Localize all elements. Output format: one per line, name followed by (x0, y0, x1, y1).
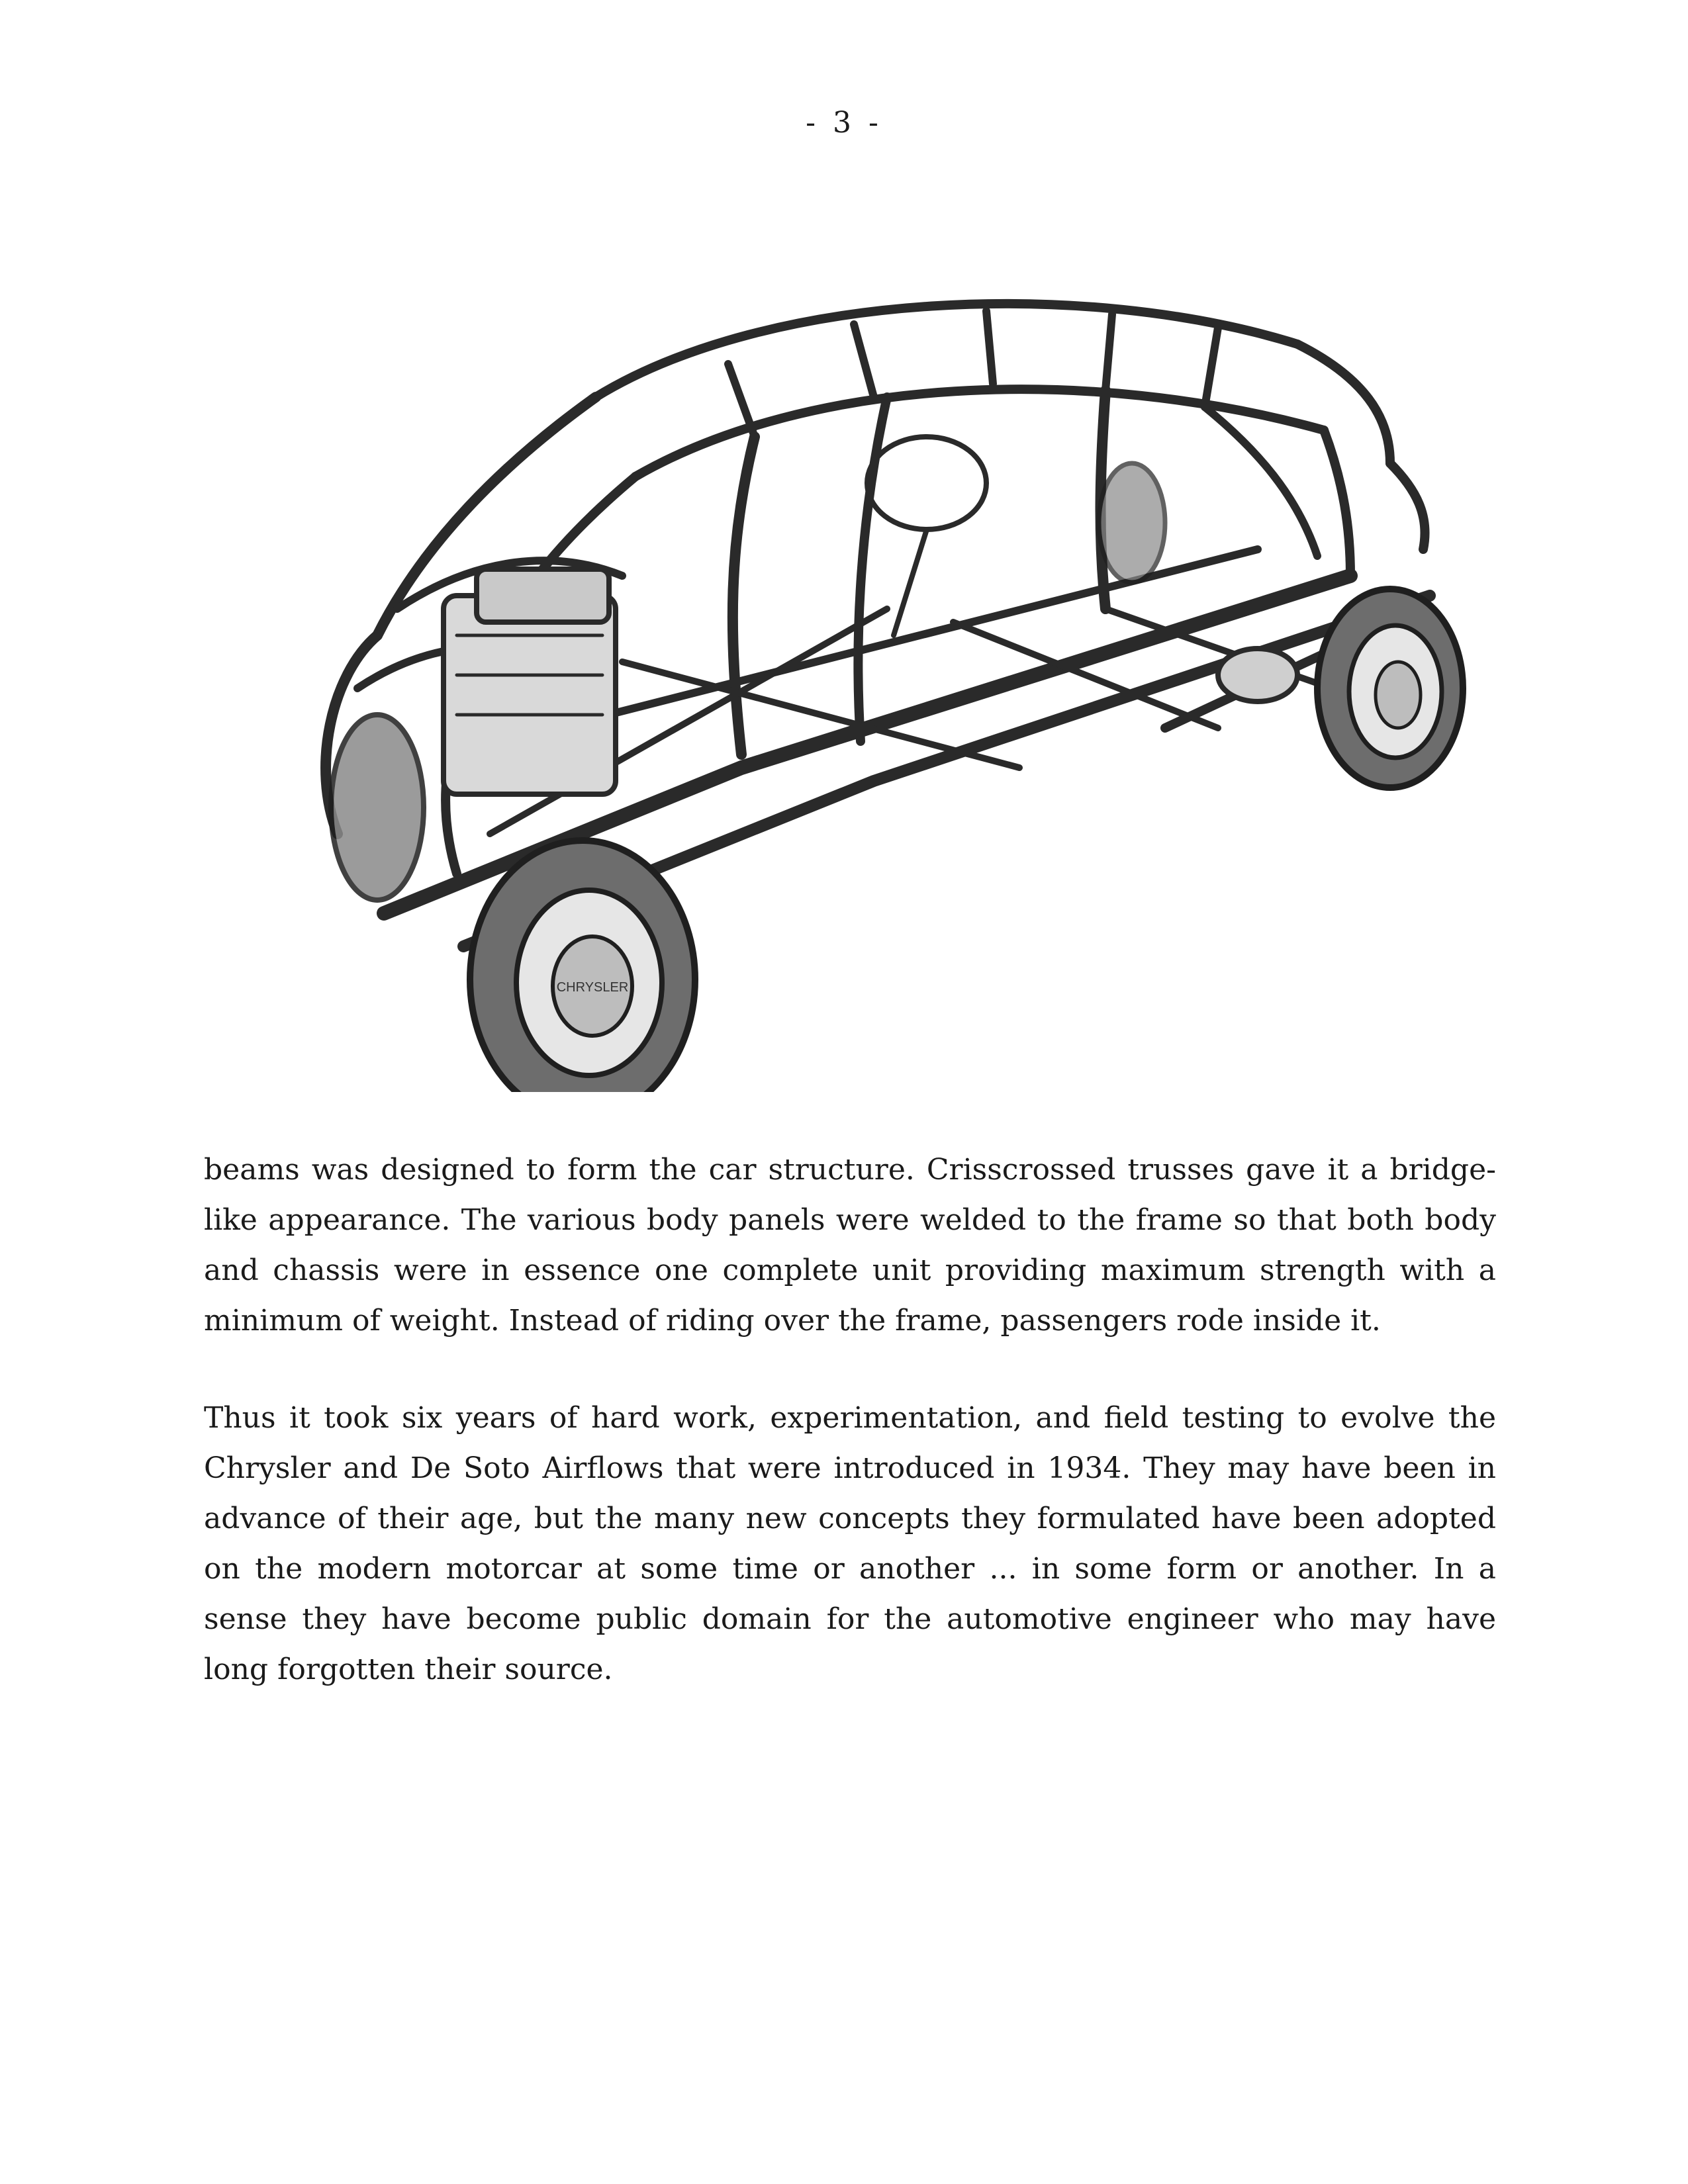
rear-wheel (1317, 589, 1463, 788)
car-frame-illustration (225, 265, 1509, 1092)
body-paragraph-1: beams was designed to form the car structure. Crisscrossed trusses gave it a bridge-like appearance. The various body panels were welded to the frame so that both body and chassis were in essence one complete unit providing maximum strength with a minimum of weight. Instead of riding over the frame, passengers rode inside it. (204, 1153, 1496, 1338)
hubcap-text: CHRYSLER (556, 980, 629, 995)
front-wheel (470, 841, 695, 1092)
body-paragraph-2: Thus it took six years of hard work, experimentation, and field testing to evolve the Chrysler and De Soto Airflows that were introduced in 1934. They may have been in advance of their age, but the many new concepts they formulated have been adopted on the modern motorcar at some time or another ... in some form or another. In a sense they have become public domain for the automotive engineer who may have long forgotten their source. (204, 1401, 1496, 1686)
page-number: - 3 - (806, 106, 882, 140)
